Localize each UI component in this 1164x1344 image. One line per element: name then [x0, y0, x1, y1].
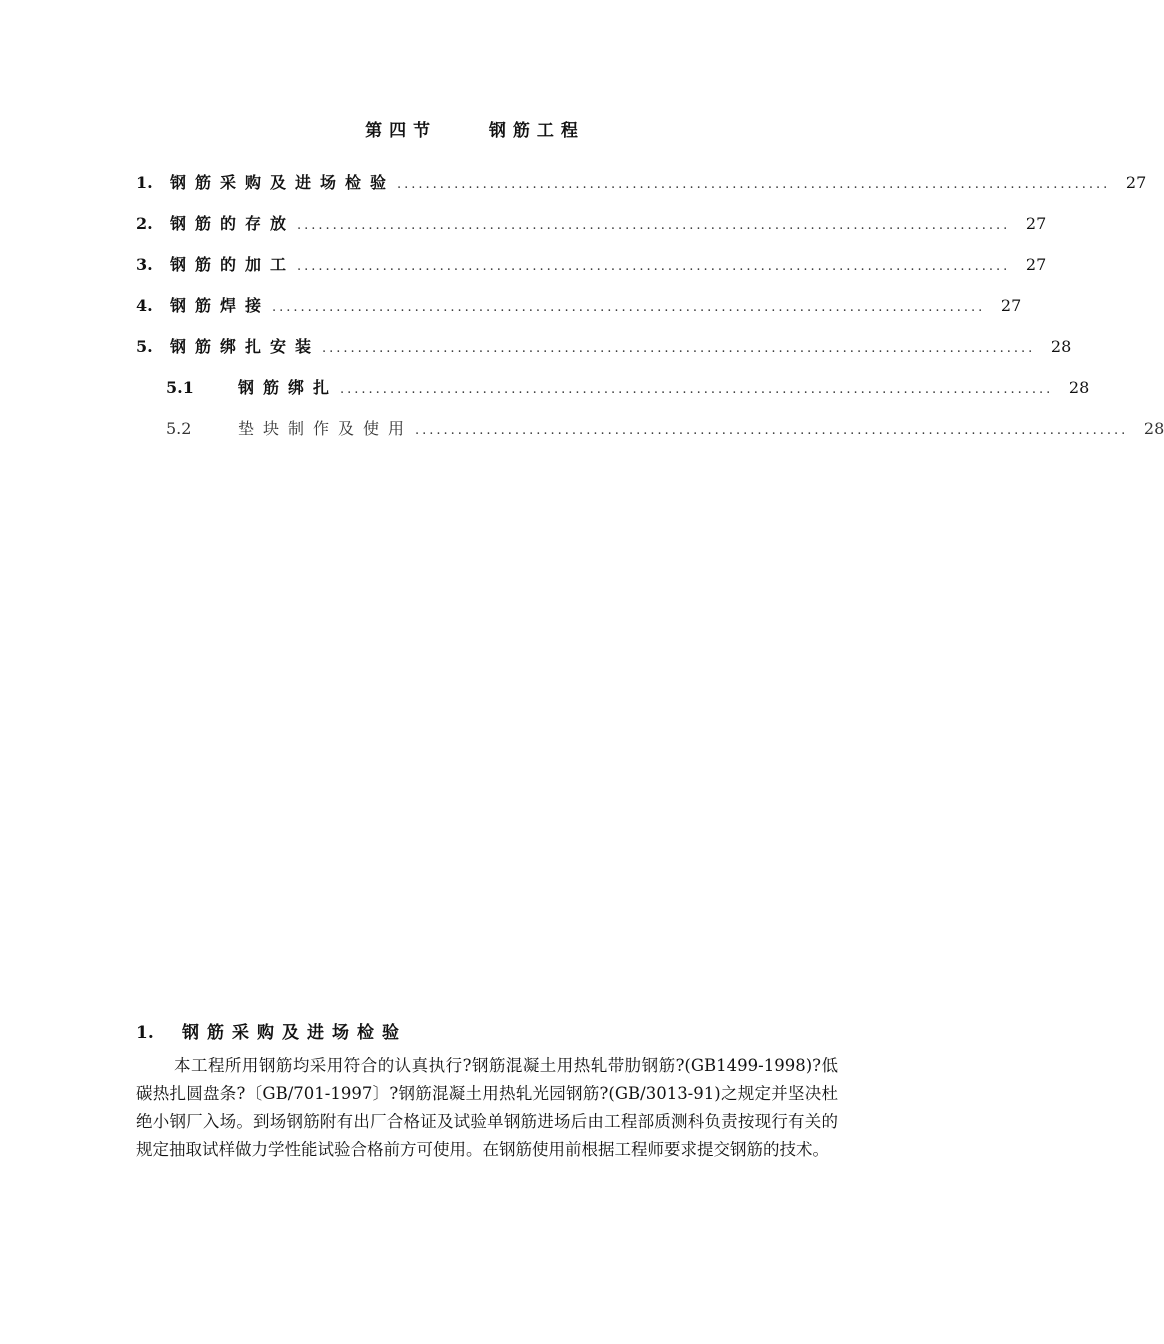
toc-page-number: 28	[1050, 337, 1072, 356]
toc-entry[interactable]	[136, 293, 1022, 334]
toc-label: 钢筋采购及进场检验	[170, 173, 396, 192]
heading-number: 1.	[136, 1023, 154, 1043]
table-of-contents	[136, 170, 1164, 457]
toc-number: 3.	[136, 255, 153, 274]
toc-page-number: 27	[1025, 255, 1047, 274]
toc-subentry[interactable]	[136, 375, 1090, 416]
toc-number: 1.	[136, 173, 153, 192]
section-title: 第四节 钢筋工程	[365, 121, 585, 141]
toc-page-number: 27	[1000, 296, 1022, 315]
toc-page-number: 27	[1025, 214, 1047, 233]
toc-leader-dots: ....................................................................................................	[297, 259, 1011, 274]
toc-page-number: 28	[1143, 419, 1164, 438]
toc-number: 2.	[136, 214, 153, 233]
toc-leader-dots: ....................................................................................................	[340, 382, 1054, 397]
toc-label: 钢筋绑扎安装	[170, 337, 321, 356]
toc-leader-dots: ....................................................................................................	[322, 341, 1036, 356]
toc-entry[interactable]	[136, 170, 1147, 211]
toc-entry[interactable]	[136, 252, 1047, 293]
toc-subentry[interactable]	[136, 416, 1164, 457]
toc-number: 4.	[136, 296, 153, 315]
toc-page-number: 27	[1125, 173, 1147, 192]
toc-entry[interactable]	[136, 334, 1072, 375]
toc-number: 5.1	[166, 378, 194, 397]
toc-label: 钢筋的存放	[170, 214, 296, 233]
toc-entry[interactable]	[136, 211, 1047, 252]
toc-leader-dots: ....................................................................................................	[297, 218, 1011, 233]
toc-label: 钢筋绑扎	[238, 378, 339, 397]
body-heading	[136, 1018, 407, 1043]
toc-label: 垫块制作及使用	[238, 419, 414, 438]
toc-leader-dots: ....................................................................................................	[272, 300, 986, 315]
toc-label: 钢筋焊接	[170, 296, 271, 315]
body-paragraph: 本工程所用钢筋均采用符合的认真执行?钢筋混凝土用热轧带肋钢筋?(GB1499-1998)?低碳热扎圆盘条?〔GB/701-1997〕?钢筋混凝土用热轧光园钢筋?(GB/3013-91)之规定并坚决杜绝小钢厂入场。到场钢筋附有出厂合格证及试验单钢筋进场后由工程部质测科负责按现行有关的规定抽取试样做力学性能试验合格前方可使用。在钢筋使用前根据工程师要求提交钢筋的技术。	[136, 1056, 838, 1159]
toc-number: 5.2	[166, 419, 192, 438]
toc-label: 钢筋的加工	[170, 255, 296, 274]
toc-number: 5.	[136, 337, 153, 356]
toc-leader-dots: ....................................................................................................	[397, 177, 1111, 192]
toc-page-number: 28	[1068, 378, 1090, 397]
toc-leader-dots: ....................................................................................................	[415, 423, 1129, 438]
heading-text: 钢筋采购及进场检验	[182, 1023, 407, 1043]
